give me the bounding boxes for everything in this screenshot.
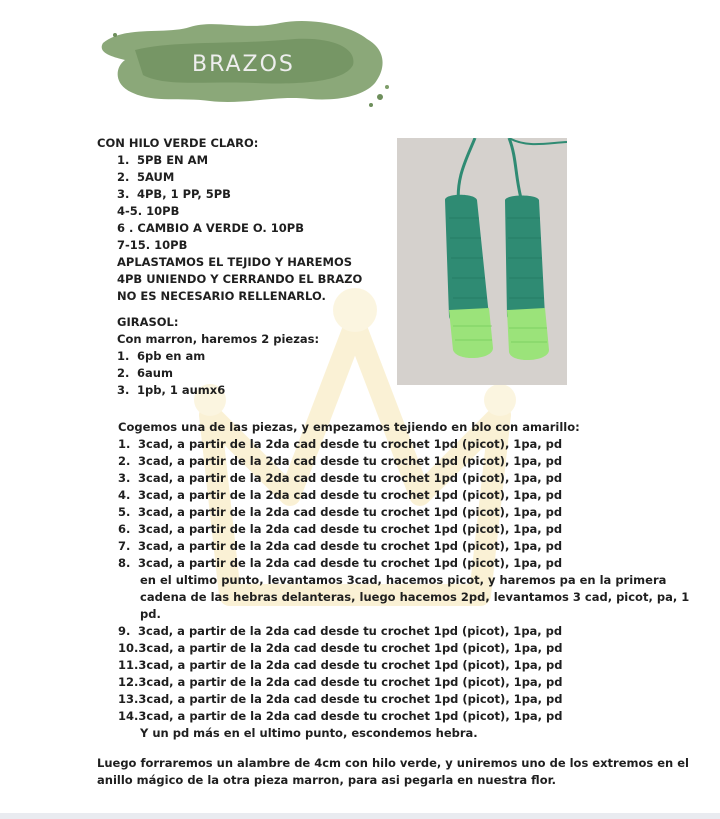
step-number: 14. [118, 709, 139, 723]
list-item [118, 538, 689, 555]
step-number: 10. [118, 641, 139, 655]
step-number: 12. [118, 675, 139, 689]
step-number: 4. [118, 488, 131, 502]
step-text: 5AUM [137, 170, 175, 184]
step-continuation: cadena de las hebras delanteras, luego hacemos 2pd, levantamos 3 cad, picot, pa, 1 [140, 590, 690, 604]
step-text: 4PB, 1 PP, 5PB [137, 187, 231, 201]
list-item [118, 453, 689, 470]
step-number: 3. [117, 383, 130, 397]
closing-line: Y un pd más en el ultimo punto, escondemos hebra. [140, 726, 478, 740]
list-item [117, 365, 319, 382]
step-continuation: pd. [140, 607, 161, 621]
list-item [118, 691, 689, 708]
list-item [117, 348, 319, 365]
arms-section [97, 135, 362, 305]
step-text: 3cad, a partir de la 2da cad desde tu crochet 1pd (picot), 1pa, pd [138, 556, 563, 570]
step-text: 3cad, a partir de la 2da cad desde tu crochet 1pd (picot), 1pa, pd [138, 709, 563, 723]
step-text: 3cad, a partir de la 2da cad desde tu crochet 1pd (picot), 1pa, pd [138, 692, 563, 706]
step-number: 5. [118, 505, 131, 519]
step-number: 3. [117, 187, 130, 201]
step-number: 2. [117, 170, 130, 184]
sunflower-heading: GIRASOL: [117, 315, 179, 329]
step-number: 7. [118, 539, 131, 553]
page-title: BRAZOS [192, 52, 295, 77]
list-item [118, 470, 689, 487]
list-item [117, 186, 362, 203]
step-text: 6pb en am [137, 349, 206, 363]
step-number: 6. [118, 522, 131, 536]
list-item [117, 169, 362, 186]
step-number: 8. [118, 556, 131, 570]
step-text: 3cad, a partir de la 2da cad desde tu crochet 1pd (picot), 1pa, pd [138, 488, 563, 502]
step-text: 5PB EN AM [137, 153, 209, 167]
crochet-arms-photo [397, 138, 567, 385]
note-line: NO ES NECESARIO RELLENARLO. [117, 289, 326, 303]
step-text: 3cad, a partir de la 2da cad desde tu crochet 1pd (picot), 1pa, pd [138, 437, 563, 451]
step-continuation: en el ultimo punto, levantamos 3cad, hacemos picot, y haremos pa en la primera [140, 573, 667, 587]
final-line: anillo mágico de la otra pieza marron, para asi pegarla en nuestra flor. [97, 773, 557, 787]
list-item [118, 487, 689, 504]
list-item [118, 708, 689, 725]
petals-section [118, 419, 689, 742]
step-number: 2. [117, 366, 130, 380]
step-text: 3cad, a partir de la 2da cad desde tu crochet 1pd (picot), 1pa, pd [138, 641, 563, 655]
list-item: 7-15. 10PB [117, 238, 188, 252]
step-text: 3cad, a partir de la 2da cad desde tu crochet 1pd (picot), 1pa, pd [138, 658, 563, 672]
list-item [118, 521, 689, 538]
list-item: 6 . CAMBIO A VERDE O. 10PB [117, 221, 304, 235]
list-item [117, 382, 319, 399]
list-item [118, 623, 689, 640]
step-number: 1. [117, 349, 130, 363]
list-item [118, 640, 689, 657]
step-number: 1. [117, 153, 130, 167]
petals-intro: Cogemos una de las piezas, y empezamos tejiendo en blo con amarillo: [118, 420, 580, 434]
step-number: 13. [118, 692, 139, 706]
step-text: 3cad, a partir de la 2da cad desde tu crochet 1pd (picot), 1pa, pd [138, 454, 563, 468]
step-number: 1. [118, 437, 131, 451]
list-item [118, 504, 689, 521]
sunflower-intro: Con marron, haremos 2 piezas: [117, 332, 320, 346]
note-line: 4PB UNIENDO Y CERRANDO EL BRAZO [117, 272, 363, 286]
step-text: 3cad, a partir de la 2da cad desde tu crochet 1pd (picot), 1pa, pd [138, 675, 563, 689]
final-paragraph [97, 755, 689, 789]
step-text: 3cad, a partir de la 2da cad desde tu crochet 1pd (picot), 1pa, pd [138, 471, 563, 485]
step-text: 3cad, a partir de la 2da cad desde tu crochet 1pd (picot), 1pa, pd [138, 522, 563, 536]
note-line: APLASTAMOS EL TEJIDO Y HAREMOS [117, 255, 353, 269]
step-number: 2. [118, 454, 131, 468]
sunflower-section [117, 314, 319, 399]
list-item [118, 657, 689, 674]
list-item [118, 674, 689, 691]
step-text: 3cad, a partir de la 2da cad desde tu crochet 1pd (picot), 1pa, pd [138, 539, 563, 553]
arms-heading: CON HILO VERDE CLARO: [97, 136, 259, 150]
list-item: 4-5. 10PB [117, 204, 180, 218]
step-text: 3cad, a partir de la 2da cad desde tu crochet 1pd (picot), 1pa, pd [138, 624, 563, 638]
list-item [118, 555, 689, 572]
step-text: 3cad, a partir de la 2da cad desde tu crochet 1pd (picot), 1pa, pd [138, 505, 563, 519]
step-number: 3. [118, 471, 131, 485]
step-text: 6aum [137, 366, 173, 380]
step-number: 11. [118, 658, 139, 672]
bottom-divider [0, 813, 720, 819]
step-text: 1pb, 1 aumx6 [137, 383, 226, 397]
list-item [118, 436, 689, 453]
final-line: Luego forraremos un alambre de 4cm con hilo verde, y uniremos uno de los extremos en el [97, 756, 689, 770]
step-number: 9. [118, 624, 131, 638]
list-item [117, 152, 362, 169]
